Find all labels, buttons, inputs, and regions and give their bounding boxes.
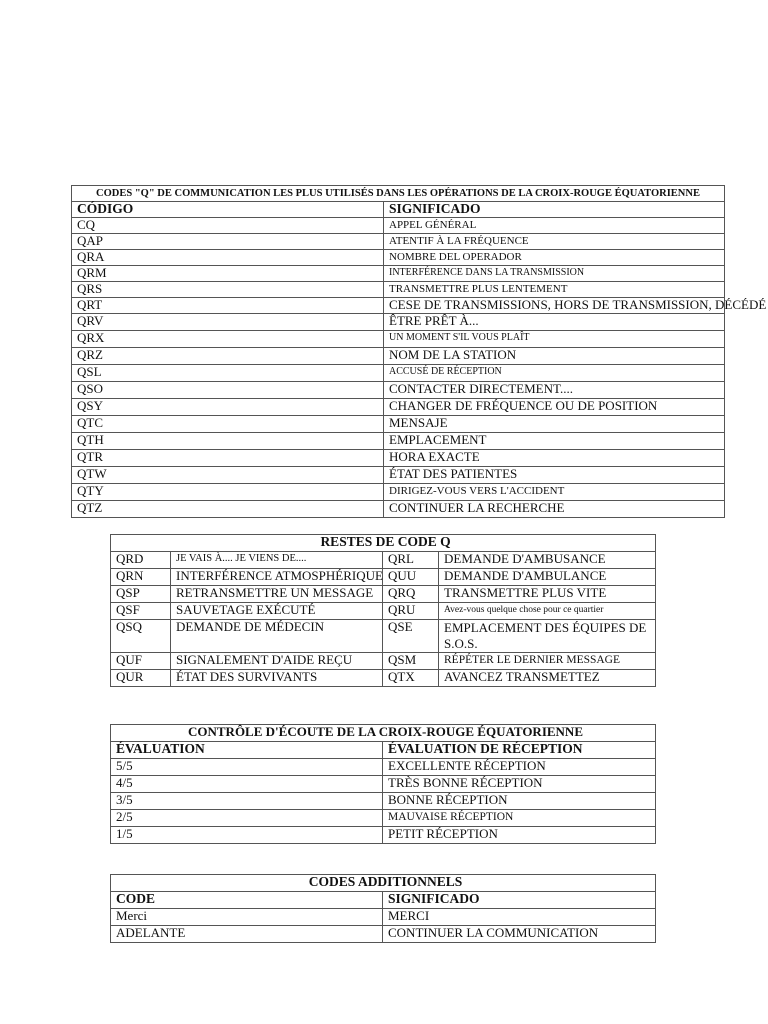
reception-cell: BONNE RÉCEPTION	[383, 793, 656, 810]
table-row	[111, 552, 656, 569]
meaning-cell: INTERFÉRENCE ATMOSPHÉRIQUE	[171, 569, 383, 586]
meaning-cell: AVANCEZ TRANSMETTEZ	[439, 670, 656, 687]
additional-codes-title: CODES ADDITIONNELS	[111, 875, 656, 892]
table-row	[72, 331, 725, 348]
table-row	[72, 218, 725, 234]
table-row	[72, 348, 725, 365]
table-row	[111, 827, 656, 844]
table-row	[72, 433, 725, 450]
meaning-cell: ÉTAT DES PATIENTES	[384, 467, 725, 484]
code-cell: QUF	[111, 653, 171, 670]
column-header-meaning: SIGNIFICADO	[384, 202, 725, 218]
reception-cell: TRÈS BONNE RÉCEPTION	[383, 776, 656, 793]
table-row	[111, 810, 656, 827]
code-cell: QTZ	[72, 501, 384, 518]
table-title-row	[72, 186, 725, 202]
code-cell: QTC	[72, 416, 384, 433]
table-row	[111, 653, 656, 670]
meaning-cell: DIRIGEZ-VOUS VERS L'ACCIDENT	[384, 484, 725, 501]
table-row	[72, 399, 725, 416]
table-row	[111, 926, 656, 943]
table-row	[72, 450, 725, 467]
table-row	[72, 416, 725, 433]
code-cell: CQ	[72, 218, 384, 234]
table-row	[111, 603, 656, 620]
code-cell: QTH	[72, 433, 384, 450]
code-cell: QRN	[111, 569, 171, 586]
meaning-cell: APPEL GÉNÉRAL	[384, 218, 725, 234]
meaning-cell: MERCI	[383, 909, 656, 926]
meaning-cell: ACCUSÉ DE RÉCEPTION	[384, 365, 725, 382]
score-cell: 3/5	[111, 793, 383, 810]
meaning-cell: DEMANDE DE MÉDECIN	[171, 620, 383, 653]
meaning-cell: DEMANDE D'AMBUSANCE	[439, 552, 656, 569]
meaning-cell: TRANSMETTRE PLUS LENTEMENT	[384, 282, 725, 298]
meaning-cell: RÉPÉTER LE DERNIER MESSAGE	[439, 653, 656, 670]
table-row	[111, 569, 656, 586]
column-header-code: CÓDIGO	[72, 202, 384, 218]
code-cell: QRS	[72, 282, 384, 298]
score-cell: 2/5	[111, 810, 383, 827]
table-row	[111, 793, 656, 810]
code-cell: QTW	[72, 467, 384, 484]
code-cell: QRT	[72, 298, 384, 314]
table-row	[72, 314, 725, 331]
table-row	[72, 484, 725, 501]
code-cell: QRM	[72, 266, 384, 282]
additional-codes-table	[110, 874, 656, 943]
table-title-row	[111, 875, 656, 892]
code-cell: QSF	[111, 603, 171, 620]
column-header-code: CODE	[111, 892, 383, 909]
meaning-cell: CONTINUER LA COMMUNICATION	[383, 926, 656, 943]
code-cell: QTR	[72, 450, 384, 467]
code-cell: QUU	[383, 569, 439, 586]
table-row	[72, 234, 725, 250]
code-cell: QUR	[111, 670, 171, 687]
rest-codes-table	[110, 534, 656, 687]
code-cell: QSE	[383, 620, 439, 653]
table-row	[72, 250, 725, 266]
meaning-cell: ATENTIF À LA FRÉQUENCE	[384, 234, 725, 250]
table-row	[111, 909, 656, 926]
header-row	[111, 892, 656, 909]
code-cell: QRQ	[383, 586, 439, 603]
meaning-cell: NOM DE LA STATION	[384, 348, 725, 365]
code-cell: QSY	[72, 399, 384, 416]
meaning-cell: Avez-vous quelque chose pour ce quartier	[439, 603, 656, 620]
column-header-meaning: SIGNIFICADO	[383, 892, 656, 909]
meaning-cell: SAUVETAGE EXÉCUTÉ	[171, 603, 383, 620]
code-cell: Merci	[111, 909, 383, 926]
code-cell: QSP	[111, 586, 171, 603]
q-codes-table	[71, 185, 767, 518]
code-cell: QRV	[72, 314, 384, 331]
table-row	[111, 670, 656, 687]
table-row	[72, 501, 725, 518]
table-row	[111, 620, 656, 653]
code-cell: QSL	[72, 365, 384, 382]
meaning-cell: CHANGER DE FRÉQUENCE OU DE POSITION	[384, 399, 725, 416]
meaning-cell: INTERFÉRENCE DANS LA TRANSMISSION	[384, 266, 725, 282]
meaning-cell: HORA EXACTE	[384, 450, 725, 467]
reception-cell: MAUVAISE RÉCEPTION	[383, 810, 656, 827]
table-row	[72, 382, 725, 399]
code-cell: QRU	[383, 603, 439, 620]
table-row	[111, 776, 656, 793]
code-cell: QTY	[72, 484, 384, 501]
table-row	[72, 298, 725, 314]
meaning-cell: SIGNALEMENT D'AIDE REÇU	[171, 653, 383, 670]
header-row	[72, 202, 725, 218]
table-title-row	[111, 535, 656, 552]
meaning-cell: JE VAIS À.... JE VIENS DE....	[171, 552, 383, 569]
score-cell: 4/5	[111, 776, 383, 793]
score-cell: 1/5	[111, 827, 383, 844]
meaning-cell: DEMANDE D'AMBULANCE	[439, 569, 656, 586]
meaning-cell: NOMBRE DEL OPERADOR	[384, 250, 725, 266]
table-row	[72, 266, 725, 282]
code-cell: QSQ	[111, 620, 171, 653]
column-header-reception: ÉVALUATION DE RÉCEPTION	[383, 742, 656, 759]
code-cell: QRX	[72, 331, 384, 348]
meaning-cell: MENSAJE	[384, 416, 725, 433]
code-cell: QSM	[383, 653, 439, 670]
meaning-cell: ÊTRE PRÊT À...	[384, 314, 725, 331]
code-cell: QAP	[72, 234, 384, 250]
table-row	[72, 365, 725, 382]
table-row	[72, 282, 725, 298]
code-cell: QRA	[72, 250, 384, 266]
code-cell: QRZ	[72, 348, 384, 365]
table-row	[72, 467, 725, 484]
meaning-cell: UN MOMENT S'IL VOUS PLAÎT	[384, 331, 725, 348]
reception-cell: EXCELLENTE RÉCEPTION	[383, 759, 656, 776]
header-row	[111, 742, 656, 759]
code-cell: QRD	[111, 552, 171, 569]
code-cell: QSO	[72, 382, 384, 399]
column-header-evaluation: ÉVALUATION	[111, 742, 383, 759]
reception-cell: PETIT RÉCEPTION	[383, 827, 656, 844]
table-row	[111, 586, 656, 603]
meaning-cell: ÉTAT DES SURVIVANTS	[171, 670, 383, 687]
score-cell: 5/5	[111, 759, 383, 776]
code-cell: QRL	[383, 552, 439, 569]
meaning-cell: EMPLACEMENT DES ÉQUIPES DE S.O.S.	[439, 620, 656, 653]
listening-control-table	[110, 724, 656, 844]
meaning-cell: CONTACTER DIRECTEMENT....	[384, 382, 725, 399]
rest-codes-title: RESTES DE CODE Q	[111, 535, 656, 552]
q-codes-title: CODES "Q" DE COMMUNICATION LES PLUS UTILISÉS DANS LES OPÉRATIONS DE LA CROIX-ROUGE ÉQUATORIENNE	[72, 186, 725, 202]
table-row	[111, 759, 656, 776]
meaning-cell: RETRANSMETTRE UN MESSAGE	[171, 586, 383, 603]
table-title-row	[111, 725, 656, 742]
meaning-cell: CONTINUER LA RECHERCHE	[384, 501, 725, 518]
code-cell: QTX	[383, 670, 439, 687]
meaning-cell: TRANSMETTRE PLUS VITE	[439, 586, 656, 603]
meaning-cell: EMPLACEMENT	[384, 433, 725, 450]
meaning-cell: CESE DE TRANSMISSIONS, HORS DE TRANSMISSION, DÉCÉDÉ	[384, 298, 725, 314]
code-cell: ADELANTE	[111, 926, 383, 943]
listening-control-title: CONTRÔLE D'ÉCOUTE DE LA CROIX-ROUGE ÉQUATORIENNE	[111, 725, 656, 742]
